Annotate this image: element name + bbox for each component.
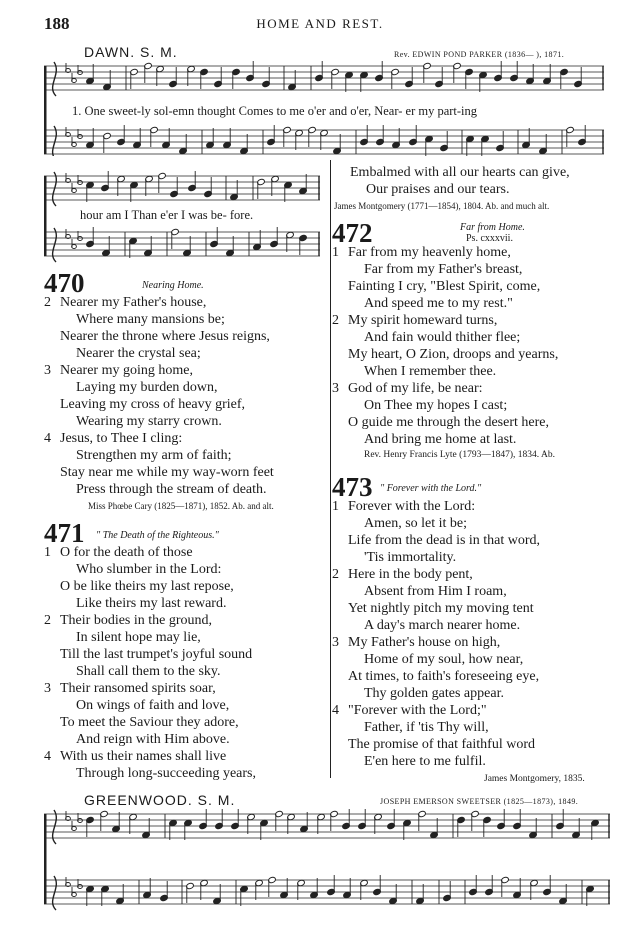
verse	[332, 498, 622, 566]
verse	[44, 544, 328, 612]
verse-line	[44, 646, 328, 663]
attribution: Miss Phœbe Cary (1825—1871), 1852. Ab. and alt.	[88, 501, 274, 511]
verse-text: O be like theirs my last repose,	[60, 579, 234, 594]
verse-line	[44, 612, 328, 629]
verse-line	[44, 765, 328, 782]
verse-line	[44, 544, 328, 561]
verse-line	[332, 498, 622, 515]
hymn-title: Far from Home.	[460, 222, 525, 233]
verse-line	[332, 736, 622, 753]
verse-text: Home of my soul, how near,	[364, 652, 524, 667]
verse-line	[44, 561, 328, 578]
verse-line	[44, 447, 328, 464]
verse-text: Strengthen my arm of faith;	[76, 448, 232, 463]
verse-line	[44, 328, 328, 345]
staff-staff2-1	[44, 227, 320, 262]
verse-number: 4	[332, 703, 339, 718]
verse-text: And bring me home at last.	[364, 432, 517, 447]
attribution: James Montgomery (1771—1854), 1804. Ab. and much alt.	[334, 201, 550, 211]
verse-text: Father, if 'tis Thy will,	[364, 720, 489, 735]
verse-text: Where many mansions be;	[76, 312, 225, 327]
verse-text: Life from the dead is in that word,	[348, 533, 541, 548]
verse-text: Absent from Him I roam,	[364, 584, 507, 599]
verse-text: O for the death of those	[60, 545, 193, 560]
hymn-473	[332, 472, 622, 784]
verse-line	[44, 578, 328, 595]
verse-number: 3	[332, 635, 339, 650]
verse-text: Stay near me while my way-worn feet	[60, 465, 274, 480]
verse-number: 4	[44, 749, 51, 764]
verse-line	[44, 595, 328, 612]
verse-text: The promise of that faithful word	[348, 737, 536, 752]
verse-line	[332, 397, 622, 414]
verse-line	[332, 431, 622, 448]
verse-line	[332, 244, 622, 261]
verse-text: Yet nightly pitch my moving tent	[348, 601, 534, 616]
verse-line	[332, 549, 622, 566]
verse-text: In silent hope may lie,	[76, 630, 201, 645]
verse-text: Nearer my Father's house,	[60, 295, 207, 310]
staff-staff1-0	[44, 61, 604, 96]
verse	[332, 312, 622, 380]
verse-line	[44, 731, 328, 748]
verse-line	[44, 663, 328, 680]
verse-number: 2	[44, 295, 51, 310]
verse-line	[332, 380, 622, 397]
verse-text: Nearer the throne where Jesus reigns,	[60, 329, 270, 344]
verse-line	[44, 430, 328, 447]
verse-text: Here in the body pent,	[348, 567, 473, 582]
verse	[332, 634, 622, 702]
verse-line	[332, 532, 622, 549]
verse-text: My heart, O Zion, droops and yearns,	[348, 347, 559, 362]
composer-dawn: Rev. EDWIN POND PARKER (1836— ), 1871.	[394, 50, 565, 59]
verse-text: On Thee my hopes I cast;	[364, 398, 508, 413]
verse-text: When I remember thee.	[364, 364, 497, 379]
verse	[332, 244, 622, 312]
verse-text: Leaving my cross of heavy grief,	[60, 397, 246, 412]
verse-text: And speed me to my rest."	[364, 296, 513, 311]
verse-text: O guide me through the desert here,	[348, 415, 549, 430]
verse-line	[332, 566, 622, 583]
hymn-470	[44, 268, 328, 511]
verse	[44, 748, 328, 782]
verse-line	[332, 651, 622, 668]
verse-line	[332, 329, 622, 346]
verse-number: 4	[44, 431, 51, 446]
verse-line	[332, 312, 622, 329]
verse-line	[332, 414, 622, 431]
verse-line	[44, 714, 328, 731]
verse-text: And fain would thither flee;	[364, 330, 521, 345]
verse-text: Their ransomed spirits soar,	[60, 681, 216, 696]
tune-name-greenwood: GREENWOOD. S. M.	[84, 792, 236, 808]
attribution: Rev. Henry Francis Lyte (1793—1847), 1834. Ab.	[364, 450, 555, 460]
verse-line	[332, 363, 622, 380]
verse	[44, 612, 328, 680]
verse-line	[44, 697, 328, 714]
verse-text: Wearing my starry crown.	[76, 414, 222, 429]
verse-text: Laying my burden down,	[76, 380, 218, 395]
verse-line	[332, 685, 622, 702]
verse-text: At times, to faith's foreseeing eye,	[348, 669, 540, 684]
verse-text: Amen, so let it be;	[364, 516, 468, 531]
verse-text: Press through the stream of death.	[76, 482, 267, 497]
verse	[44, 362, 328, 430]
verse-text: My spirit homeward turns,	[348, 313, 498, 328]
column-divider	[330, 160, 331, 778]
verse-text: A day's march nearer home.	[364, 618, 521, 633]
verse	[332, 702, 622, 770]
hymn-471	[44, 518, 328, 782]
verse-text: Shall call them to the sky.	[76, 664, 221, 679]
verse-text: E'en here to me fulfil.	[364, 754, 486, 769]
verse-number: 2	[332, 567, 339, 582]
verse-line	[44, 294, 328, 311]
verse-line	[44, 345, 328, 362]
verse-text: 'Tis immortality.	[364, 550, 457, 565]
verse	[44, 294, 328, 362]
verse-number: 2	[332, 313, 339, 328]
verse-text: Thy golden gates appear.	[364, 686, 504, 701]
verse-line	[44, 311, 328, 328]
verse-text: Fainting I cry, "Blest Spirit, come,	[348, 279, 541, 294]
verse-number: 2	[44, 613, 51, 628]
verse	[44, 680, 328, 748]
hymn-title: Nearing Home.	[142, 280, 204, 291]
verse-line: Embalmed with all our hearts can give,	[350, 165, 570, 180]
composer-greenwood: JOSEPH EMERSON SWEETSER (1825—1873), 1849.	[380, 797, 579, 806]
verse-line	[332, 702, 622, 719]
verse-line	[44, 362, 328, 379]
verse-text: To meet the Saviour they adore,	[60, 715, 239, 730]
verse-text: Till the last trumpet's joyful sound	[60, 647, 253, 662]
verse-line	[44, 748, 328, 765]
verse-line	[44, 413, 328, 430]
verse-line	[44, 629, 328, 646]
verse-text: Their bodies in the ground,	[60, 613, 213, 628]
verse-number: 1	[332, 499, 339, 514]
staff-staff3-1	[44, 875, 610, 910]
verse-line	[332, 295, 622, 312]
verse-line	[332, 753, 622, 770]
verse-line	[44, 481, 328, 498]
hymn-number: 470	[44, 268, 85, 298]
staff-staff3-0	[44, 809, 610, 844]
verse-line	[44, 396, 328, 413]
page-number: 188	[44, 14, 70, 33]
verse-line	[332, 346, 622, 363]
lyrics-dawn-line2: hour am I Than e'er I was be- fore.	[80, 208, 254, 222]
verse-text: Far from my heavenly home,	[348, 245, 511, 260]
verse-number: 1	[332, 245, 339, 260]
verse-line	[44, 680, 328, 697]
verse-line	[332, 668, 622, 685]
verse-text: My Father's house on high,	[348, 635, 501, 650]
verse-line	[44, 379, 328, 396]
verse-line	[332, 719, 622, 736]
verse-line	[44, 464, 328, 481]
verse-text: Like theirs my last reward.	[76, 596, 227, 611]
verse-line: Our praises and our tears.	[366, 182, 510, 197]
hymn-continuation	[334, 164, 615, 211]
hymn-title: " Forever with the Lord."	[380, 483, 482, 494]
verse	[332, 380, 622, 448]
hymn-number: 473	[332, 472, 373, 502]
staff-staff1-1	[44, 125, 604, 156]
verse-line	[332, 515, 622, 532]
verse-text: Nearer the crystal sea;	[76, 346, 201, 361]
verse-text: And reign with Him above.	[76, 732, 230, 747]
hymn-title: " The Death of the Righteous."	[96, 530, 219, 541]
staff-staff2-0	[44, 171, 320, 206]
verse	[44, 430, 328, 498]
verse-text: God of my life, be near:	[348, 381, 483, 396]
lyrics-dawn-line1: 1. One sweet-ly sol-emn thought Comes to me o'er and o'er, Near- er my part-ing	[72, 104, 478, 118]
verse-line	[332, 583, 622, 600]
verse-text: "Forever with the Lord;"	[348, 703, 487, 718]
running-head: HOME AND REST.	[256, 16, 384, 31]
verse-text: Who slumber in the Lord:	[76, 562, 222, 577]
verse-number: 3	[44, 363, 51, 378]
verse	[332, 566, 622, 634]
verse-line	[332, 261, 622, 278]
verse-line	[332, 634, 622, 651]
verse-number: 3	[44, 681, 51, 696]
hymn-472	[332, 218, 622, 460]
music-staff-greenwood	[44, 806, 612, 918]
verse-line	[332, 600, 622, 617]
verse-text: Nearer my going home,	[60, 363, 193, 378]
verse-text: With us their names shall live	[60, 749, 227, 764]
attribution: James Montgomery, 1835.	[484, 774, 585, 784]
verse-text: Through long-succeeding years,	[76, 766, 256, 781]
verse-line	[332, 278, 622, 295]
psalm-reference: Ps. cxxxvii.	[466, 233, 513, 244]
verse-line	[332, 617, 622, 634]
verse-text: Forever with the Lord:	[348, 499, 476, 514]
verse-text: On wings of faith and love,	[76, 698, 230, 713]
verse-text: Jesus, to Thee I cling:	[60, 431, 183, 446]
verse-number: 1	[44, 545, 51, 560]
verse-text: Far from my Father's breast,	[364, 262, 523, 277]
verse-number: 3	[332, 381, 339, 396]
tune-name-dawn: DAWN. S. M.	[84, 44, 178, 60]
hymn-number: 472	[332, 218, 373, 248]
hymn-number: 471	[44, 518, 85, 548]
